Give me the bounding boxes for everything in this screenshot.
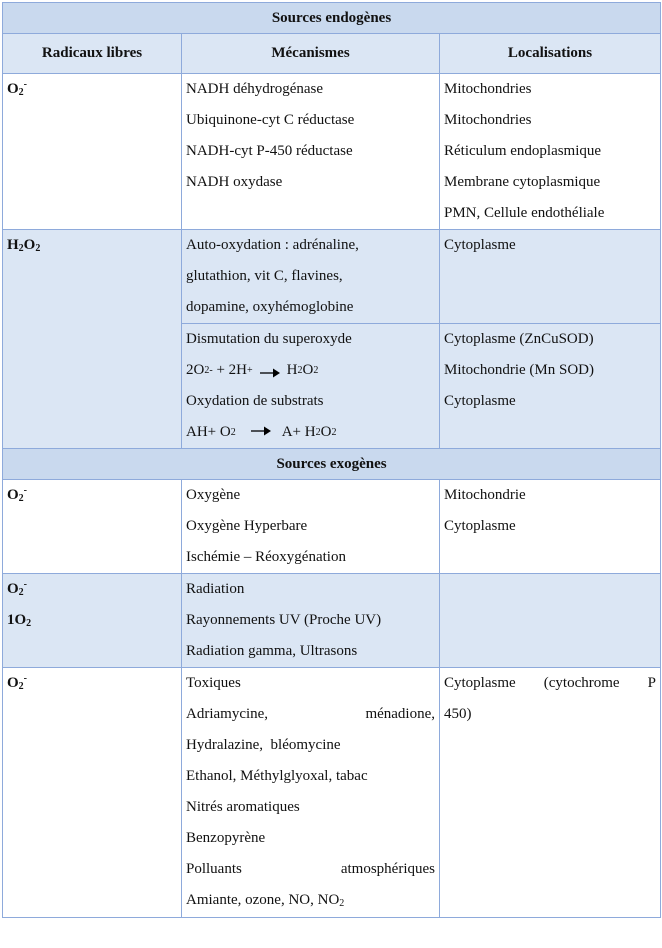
section-header-endogenous bbox=[3, 3, 661, 34]
location-item: Cytoplasme bbox=[444, 237, 516, 253]
locations-cell bbox=[440, 230, 661, 324]
radical-formula: $O_2^-$ bbox=[7, 79, 28, 98]
radical-cell bbox=[3, 668, 182, 918]
radical-formula: $O_2^-$ bbox=[7, 485, 28, 504]
location-item: PMN, Cellule endothéliale bbox=[444, 205, 605, 221]
radical-cell bbox=[3, 230, 182, 449]
mechanism-item: Radiation gamma, Ultrasons bbox=[186, 643, 358, 659]
dismutation-equation: 2O 2 - + 2H + H 2 O 2 bbox=[186, 362, 319, 378]
radical-formula: $1O_2$ bbox=[7, 612, 32, 629]
mechanism-item: Oxydation de substrats bbox=[186, 393, 324, 409]
column-header-row bbox=[3, 34, 661, 74]
mechanism-item: Oxygène Hyperbare bbox=[186, 518, 308, 534]
mechanism-item: Amiante, ozone, NO, $NO_2$ bbox=[186, 892, 345, 909]
location-item: 450) bbox=[444, 706, 472, 722]
mechanism-item: Nitrés aromatiques bbox=[186, 799, 300, 815]
mechanism-item: NADH déhydrogénase bbox=[186, 81, 324, 97]
location-item: Mitochondrie bbox=[444, 487, 526, 503]
location-item: Mitochondrie (Mn SOD) bbox=[444, 362, 594, 378]
radical-formula: $H_2O_2$ bbox=[7, 237, 41, 254]
section-title: Sources exogènes bbox=[3, 449, 661, 480]
mechanisms-cell bbox=[182, 324, 440, 449]
radical-cell bbox=[3, 74, 182, 230]
radical-cell bbox=[3, 480, 182, 574]
location-item: Réticulum endoplasmique bbox=[444, 143, 602, 159]
radical-cell bbox=[3, 574, 182, 668]
mechanism-item: Polluants atmosphériques bbox=[186, 861, 435, 877]
mechanism-item: Rayonnements UV (Proche UV) bbox=[186, 612, 382, 628]
mechanism-item: Radiation bbox=[186, 581, 245, 597]
mechanism-item: Hydralazine, bléomycine bbox=[186, 737, 341, 753]
locations-cell bbox=[440, 324, 661, 449]
radical-formula: $O_2^-$ bbox=[7, 579, 28, 598]
free-radical-sources-table bbox=[2, 2, 661, 918]
reaction-arrow-icon bbox=[250, 426, 272, 440]
location-item: Membrane cytoplasmique bbox=[444, 174, 601, 190]
table-row bbox=[3, 74, 661, 230]
mechanism-item: Dismutation du superoxyde bbox=[186, 331, 352, 347]
mechanism-item: glutathion, vit C, flavines, bbox=[186, 268, 343, 284]
table-row bbox=[3, 230, 661, 324]
table-row bbox=[3, 480, 661, 574]
locations-cell bbox=[440, 480, 661, 574]
locations-cell bbox=[440, 574, 661, 668]
section-title: Sources endogènes bbox=[3, 3, 661, 34]
locations-cell bbox=[440, 668, 661, 918]
section-header-exogenous bbox=[3, 449, 661, 480]
table-row bbox=[3, 574, 661, 668]
location-item: Cytoplasme (ZnCuSOD) bbox=[444, 331, 594, 347]
oxidation-equation: AH+ O 2 A+ H 2 O 2 bbox=[186, 424, 337, 440]
mechanism-item: dopamine, oxyhémoglobine bbox=[186, 299, 354, 315]
mechanism-item: Toxiques bbox=[186, 675, 241, 691]
mechanisms-cell bbox=[182, 480, 440, 574]
mechanism-item: Oxygène bbox=[186, 487, 241, 503]
mechanisms-cell bbox=[182, 668, 440, 918]
locations-cell bbox=[440, 74, 661, 230]
column-header-radicals: Radicaux libres bbox=[3, 34, 182, 74]
location-item: Cytoplasme (cytochrome P bbox=[444, 675, 657, 691]
column-header-locations: Localisations bbox=[440, 34, 661, 74]
mechanism-item: Ischémie – Réoxygénation bbox=[186, 549, 346, 565]
mechanism-item: NADH oxydase bbox=[186, 174, 283, 190]
mechanism-item: Adriamycine, ménadione, bbox=[186, 706, 435, 722]
mechanisms-cell bbox=[182, 74, 440, 230]
mechanism-item: Benzopyrène bbox=[186, 830, 266, 846]
location-item: Mitochondries bbox=[444, 112, 532, 128]
reaction-arrow-icon bbox=[259, 364, 281, 378]
location-item: Cytoplasme bbox=[444, 393, 516, 409]
mechanism-item: Ubiquinone-cyt C réductase bbox=[186, 112, 355, 128]
mechanism-item: NADH-cyt P-450 réductase bbox=[186, 143, 353, 159]
mechanisms-cell bbox=[182, 574, 440, 668]
mechanism-item: Auto-oxydation : adrénaline, bbox=[186, 237, 359, 253]
column-header-mechanisms: Mécanismes bbox=[182, 34, 440, 74]
location-item: Cytoplasme bbox=[444, 518, 516, 534]
radical-formula: $O_2^-$ bbox=[7, 673, 28, 692]
mechanisms-cell bbox=[182, 230, 440, 324]
document bbox=[2, 2, 660, 918]
location-item: Mitochondries bbox=[444, 81, 532, 97]
mechanism-item: Ethanol, Méthylglyoxal, tabac bbox=[186, 768, 368, 784]
table-row bbox=[3, 668, 661, 918]
